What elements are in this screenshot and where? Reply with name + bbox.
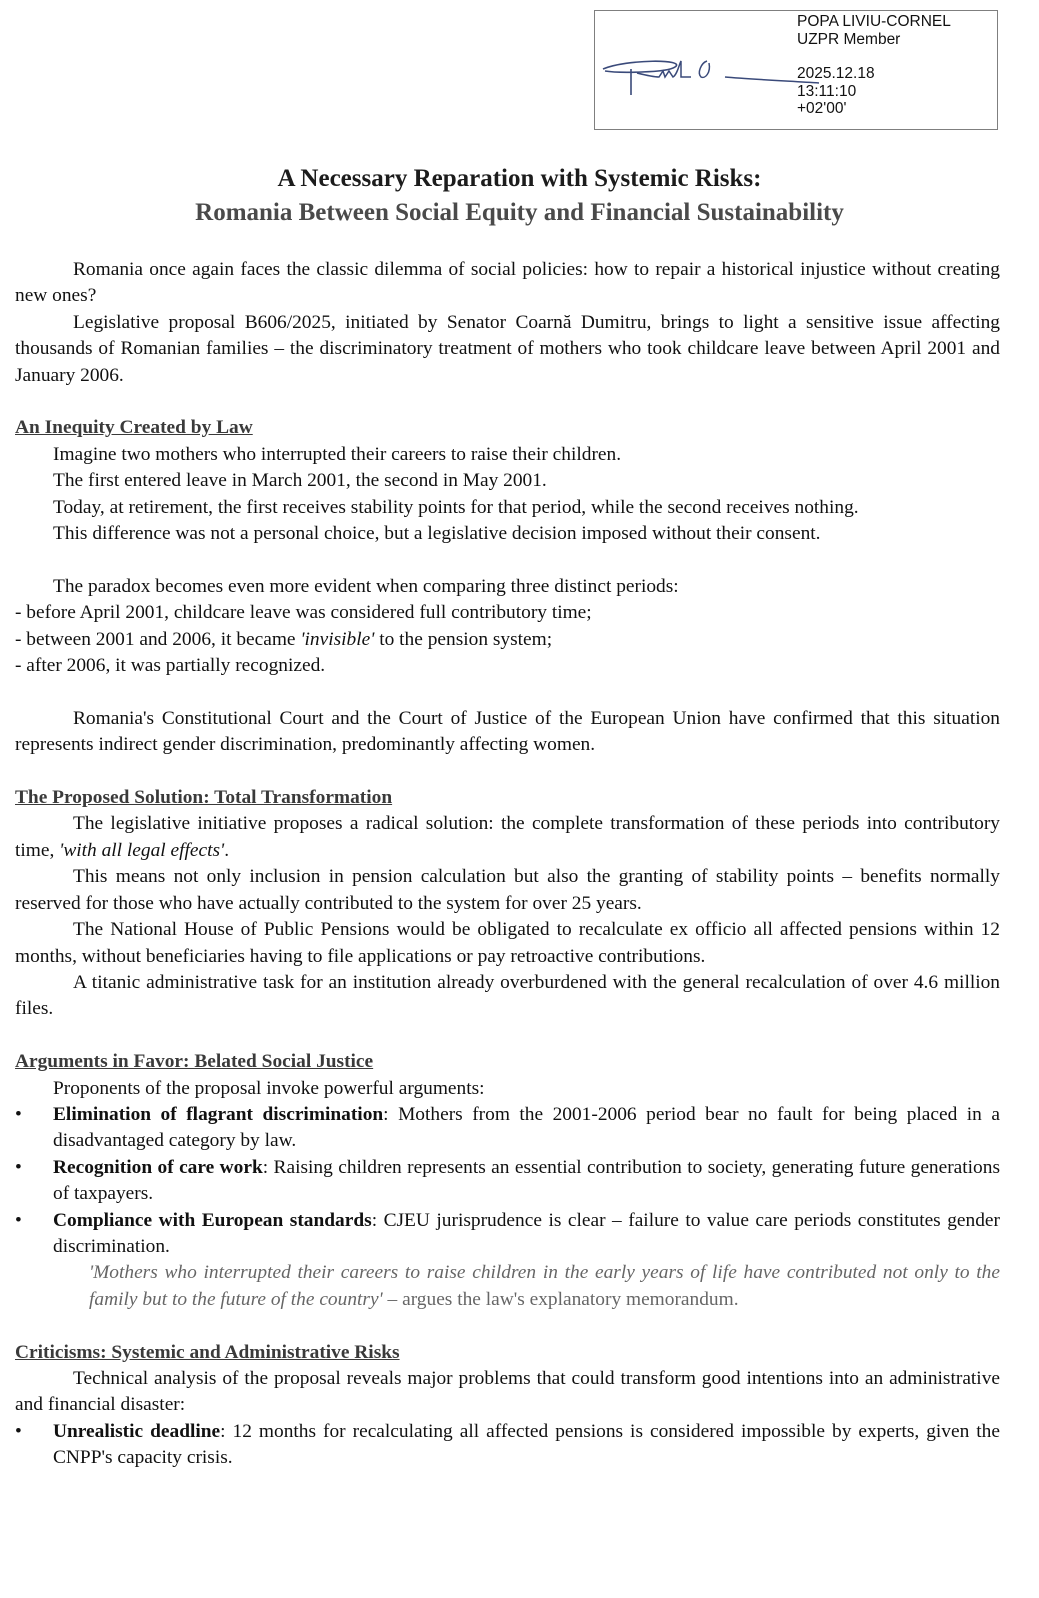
- paragraph: Technical analysis of the proposal reveals major problems that could transform good intentions into an administrative and financial disaster:: [15, 1367, 1000, 1416]
- intro-paragraph-2: Legislative proposal B606/2025, initiated by Senator Coarnă Dumitru, brings to light a sensitive issue affecting thousands of Romanian families – the discriminatory treatment of mothers who took childcare leave between April 2001 and January 2006.: [15, 311, 1000, 386]
- bullet-title: Compliance with European standards: [53, 1209, 372, 1231]
- paragraph: Today, at retirement, the first receives stability points for that period, while the second receives nothing.: [53, 496, 859, 518]
- paragraph: The paradox becomes even more evident when comparing three distinct periods:: [53, 575, 679, 597]
- signature-timezone: +02'00': [797, 100, 847, 117]
- article-body: [15, 257, 1000, 1472]
- bullet-icon: •: [15, 1420, 22, 1442]
- memorandum-quote: [15, 1260, 1000, 1313]
- signer-role: UZPR Member: [797, 30, 901, 48]
- digital-signature-box[interactable]: [594, 10, 998, 130]
- quote-text: 'Mothers who interrupted their careers to raise children in the early years of life have contributed not only to the family but to the future of the country': [89, 1262, 1000, 1310]
- paragraph: A titanic administrative task for an institution already overburdened with the general recalculation of over 4.6 million files.: [15, 971, 1000, 1020]
- paragraph: The first entered leave in March 2001, the second in May 2001.: [53, 470, 547, 492]
- document-subtitle: Romania Between Social Equity and Financial Sustainability: [195, 199, 844, 226]
- section-heading-proposed-solution: The Proposed Solution: Total Transformation: [15, 787, 393, 809]
- signature-time: 13:11:10: [797, 82, 857, 100]
- list-item: [15, 1208, 1000, 1261]
- paragraph: This means not only inclusion in pension calculation but also the granting of stability points – benefits normally reserved for those who have actually contributed to the system for over 25 years.: [15, 866, 1000, 914]
- intro-paragraph-1: Romania once again faces the classic dilemma of social policies: how to repair a historical injustice without creating new ones?: [15, 259, 1000, 307]
- dash-item: - before April 2001, childcare leave was considered full contributory time;: [15, 602, 592, 624]
- paragraph: This difference was not a personal choice, but a legislative decision imposed without their consent.: [53, 523, 821, 545]
- list-item: [15, 1155, 1000, 1208]
- text: The legislative initiative proposes a radical solution: the complete transformation of these periods into contributory time,: [15, 813, 1000, 861]
- dash-item: - after 2006, it was partially recognized.: [15, 655, 326, 677]
- arguments-list: [15, 1102, 1000, 1260]
- signature-date: 2025.12.18: [797, 65, 875, 82]
- bullet-icon: •: [15, 1103, 22, 1125]
- bullet-text: : Raising children represents an essential contribution to society, generating future generations of taxpayers.: [53, 1156, 1000, 1205]
- document-title: A Necessary Reparation with Systemic Risks:: [277, 165, 762, 192]
- bullet-icon: •: [15, 1156, 22, 1178]
- text: to the pension system;: [374, 628, 553, 650]
- bullet-text: : 12 months for recalculating all affected pensions is considered impossible by experts, given the CNPP's capacity crisis.: [53, 1420, 1000, 1469]
- emphasis-text: 'invisible': [300, 628, 375, 650]
- text: .: [224, 839, 230, 861]
- bullet-title: Elimination of flagrant discrimination: [53, 1103, 384, 1125]
- text: - between 2001 and 2006, it became: [15, 628, 301, 650]
- bullet-text: : Mothers from the 2001-2006 period bear no fault for being placed in a disadvantaged category by law.: [53, 1103, 1000, 1152]
- section-heading-criticisms: Criticisms: Systemic and Administrative Risks: [15, 1341, 400, 1363]
- paragraph: The National House of Public Pensions would be obligated to recalculate ex officio all affected pensions within 12 months, without beneficiaries having to file applications or pay retroactive contributions.: [15, 919, 1000, 967]
- signer-name: POPA LIVIU-CORNEL: [797, 13, 951, 30]
- paragraph: Imagine two mothers who interrupted their careers to raise their children.: [53, 443, 622, 465]
- bullet-text: : CJEU jurisprudence is clear – failure to value care periods constitutes gender discrimination.: [53, 1209, 1000, 1257]
- bullet-title: Unrealistic deadline: [53, 1420, 221, 1442]
- list-item: [15, 1102, 1000, 1155]
- bullet-icon: •: [15, 1209, 22, 1231]
- emphasis-text: 'with all legal effects': [59, 839, 225, 861]
- bullet-title: Recognition of care work: [53, 1156, 263, 1178]
- quote-attribution: – argues the law's explanatory memorandum.: [382, 1288, 739, 1310]
- dash-item: [15, 627, 1000, 653]
- list-item: [15, 1419, 1000, 1472]
- paragraph: Romania's Constitutional Court and the Court of Justice of the European Union have confirmed that this situation represents indirect gender discrimination, predominantly affecting women.: [15, 707, 1000, 756]
- paragraph: [15, 811, 1000, 864]
- criticisms-list: [15, 1419, 1000, 1472]
- paragraph: Proponents of the proposal invoke powerful arguments:: [53, 1077, 485, 1099]
- section-heading-arguments-in-favor: Arguments in Favor: Belated Social Justice: [15, 1051, 374, 1073]
- section-heading-inequity: An Inequity Created by Law: [15, 417, 253, 439]
- signature-details: [797, 13, 951, 118]
